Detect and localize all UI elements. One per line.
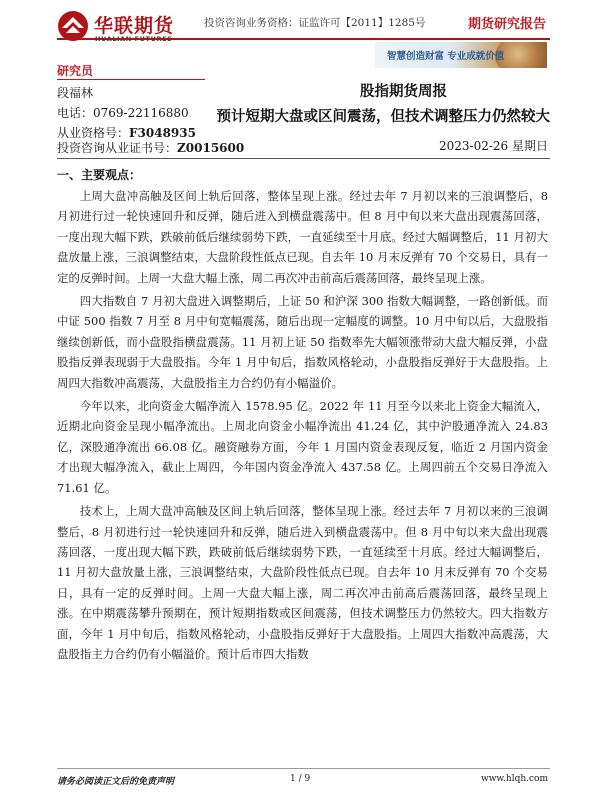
report-title: 股指期货周报 <box>360 84 447 100</box>
company-logo <box>57 8 187 48</box>
company-name-cn: 华联期货 <box>94 15 175 37</box>
analyst-divider <box>57 79 205 80</box>
disclaimer-note: 请务必阅读正文后的免责声明 <box>57 777 175 787</box>
paragraph-capital-flow: 今年以来，北向资金大幅净流入 1578.95 亿。2022 年 11 月至今以来北上资金大幅流入，近期北向资金呈现小幅净流出。上周北向资金小幅净流出 41.24 亿，其中沪股通净流入 24.83 亿，深股通净流出 66.08 亿。融资融券方面，今年 1 月国内资金表现反复，临近 2 月国内资金才出现大幅净流入，截止上周四，今年国内资金净流入 437.58 亿。上周四前五个交易日净流入 71.61 亿。 <box>57 399 548 495</box>
footer-divider <box>57 768 550 769</box>
slogan-text: 智慧创造财富 专业成就价值 <box>387 51 505 62</box>
slogan-banner <box>375 42 547 68</box>
website-link[interactable]: www.hlqh.com <box>481 774 548 784</box>
analyst-section-label: 研究员 <box>57 64 94 78</box>
report-type-label: 期货研究报告 <box>467 17 546 32</box>
analyst-consult-row <box>57 139 244 156</box>
consult-label: 投资咨询从业证书号： <box>57 141 178 155</box>
license-text: 投资咨询业务资格：证监许可【2011】1285号 <box>204 17 426 29</box>
phone-number: 0769-22116880 <box>93 106 189 120</box>
report-body <box>57 186 548 667</box>
page-number: 1 / 9 <box>290 774 311 784</box>
qualification-label: 从业资格号： <box>57 126 130 140</box>
info-divider <box>57 158 550 159</box>
paragraph-technical-analysis: 技术上，上周大盘冲高触及区间上轨后回落，整体呈现上涨。经过去年 7 月初以来的三浪调整后，8 月初进行过一轮快速回升和反弹，随后进入到横盘震荡中。但 8 月中旬以来大盘出现震荡回落，一度出现大幅下跌，跌破前低后继续弱势下跌，一直延续至十月底。经过大幅调整后，11 月初大盘放量上涨，三浪调整结束，大盘阶段性低点已现。自去年 10 月末反弹有 70 个交易日，具有一定的反弹时间。上周一大盘大幅上涨，周二再次冲击前高后震荡回落，最终呈现上涨。在中期震荡攀升预期在，预计短期指数或区间震荡，但技术调整压力仍然较大。四大指数方面，今年 1 月中旬后，指数风格轮动，小盘股指反弹好于大盘股指。上周四大指数冲高震荡，大盘股指主力合约仍有小幅溢价。预计后市四大指数 <box>57 504 548 661</box>
paragraph-market-review: 上周大盘冲高触及区间上轨后回落，整体呈现上涨。经过去年 7 月初以来的三浪调整后，8 月初进行过一轮快速回升和反弹，随后进入到横盘震荡中。但 8 月中旬以来大盘出现震荡回落，一度出现大幅下跌，跌破前低后继续弱势下跌，一直延续至十月底。经过大幅调整后，11 月初大盘放量上涨，三浪调整结束，大盘阶段性低点已现。自去年 10 月末反弹有 70 个交易日，具有一定的反弹时间。上周一大盘大幅上涨，周二再次冲击前高后震荡回落，最终呈现上涨。 <box>57 189 548 285</box>
qualification-number: F3048935 <box>129 126 196 140</box>
header-divider <box>57 38 550 40</box>
consult-number: Z0015600 <box>177 141 245 155</box>
report-date: 2023-02-26 星期日 <box>438 139 548 153</box>
analyst-name: 段福林 <box>57 86 94 100</box>
analyst-phone-row <box>57 104 189 121</box>
paragraph-index-analysis: 四大指数自 7 月初大盘进入调整期后，上证 50 和沪深 300 指数大幅调整，一路创新低。而中证 500 指数 7 月至 8 月中旬宽幅震荡，随后出现一定幅度的调整。10 月中旬以后，大盘股指继续创新低，而小盘股指横盘震荡。11 月初上证 50 指数率先大幅领涨带动大盘大幅反弹，小盘股指反弹表现弱于大盘股指。今年 1 月中旬后，指数风格轮动，小盘股指反弹好于大盘股指。上周四大指数冲高震荡，大盘股指主力合约仍有小幅溢价。 <box>57 294 548 390</box>
section-heading: 一、主要观点： <box>57 168 142 182</box>
phone-label: 电话： <box>57 106 94 120</box>
report-subtitle: 预计短期大盘或区间震荡，但技术调整压力仍然较大 <box>216 109 550 125</box>
